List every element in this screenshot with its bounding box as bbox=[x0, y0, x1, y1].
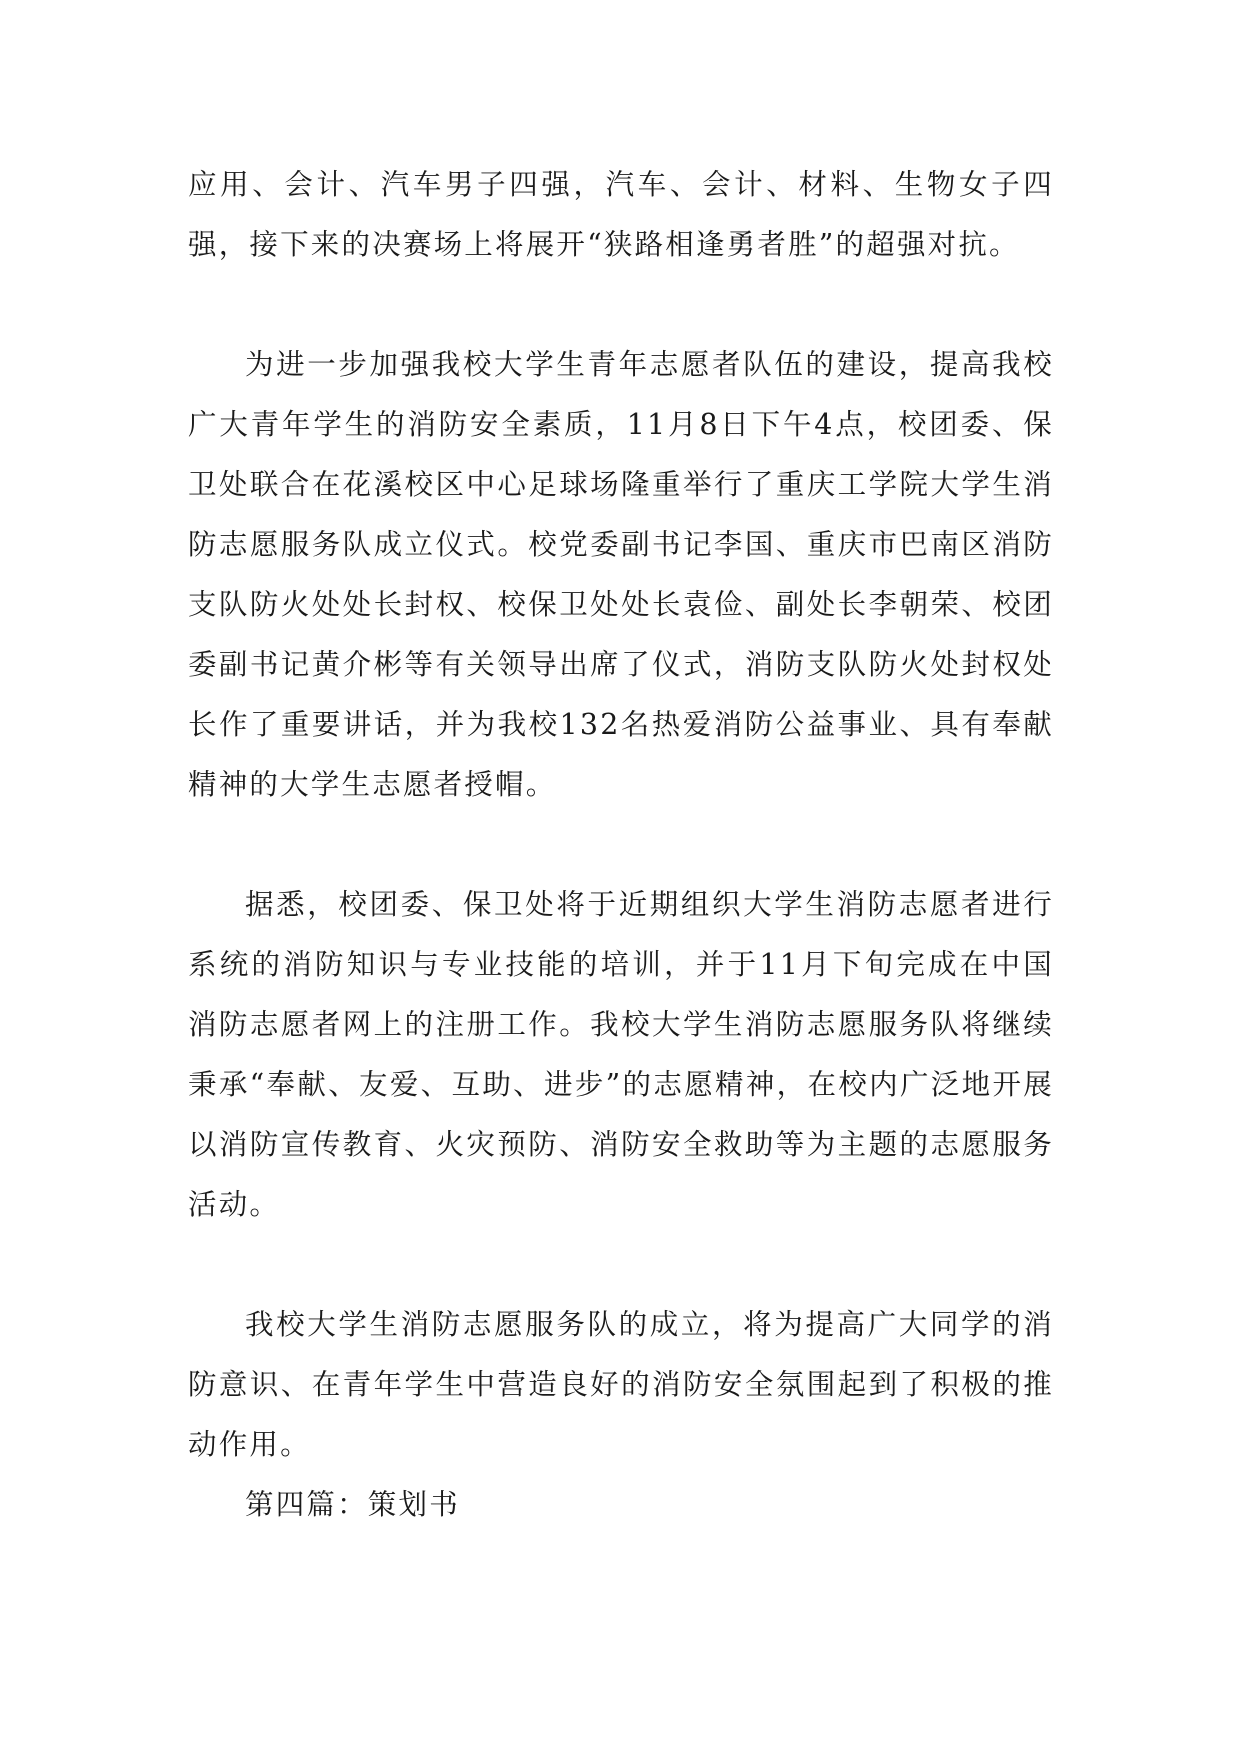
paragraph-conclusion: 我校大学生消防志愿服务队的成立，将为提高广大同学的消防意识、在青年学生中营造良好的消防安全氛围起到了积极的推动作用。 bbox=[188, 1308, 1054, 1461]
paragraph-volunteer-team-founding: 为进一步加强我校大学生青年志愿者队伍的建设，提高我校广大青年学生的消防安全素质，11月8日下午4点，校团委、保卫处联合在花溪校区中心足球场隆重举行了重庆工学院大学生消防志愿服务队成立仪式。校党委副书记李国、重庆市巴南区消防支队防火处处长封权、校保卫处处长袁俭、副处长李朝荣、校团委副书记黄介彬等有关领导出席了仪式，消防支队防火处封权处长作了重要讲话，并为我校132名热爱消防公益事业、具有奉献精神的大学生志愿者授帽。 bbox=[188, 348, 1054, 801]
document-body bbox=[188, 155, 1054, 1535]
paragraph-continuation: 应用、会计、汽车男子四强，汽车、会计、材料、生物女子四强，接下来的决赛场上将展开“狭路相逢勇者胜”的超强对抗。 bbox=[188, 168, 1054, 261]
paragraph-training-plan: 据悉，校团委、保卫处将于近期组织大学生消防志愿者进行系统的消防知识与专业技能的培训，并于11月下旬完成在中国消防志愿者网上的注册工作。我校大学生消防志愿服务队将继续秉承“奉献、友爱、互助、进步”的志愿精神，在校内广泛地开展以消防宣传教育、火灾预防、消防安全救助等为主题的志愿服务活动。 bbox=[188, 888, 1054, 1221]
section-heading: 第四篇：策划书 bbox=[245, 1488, 460, 1521]
